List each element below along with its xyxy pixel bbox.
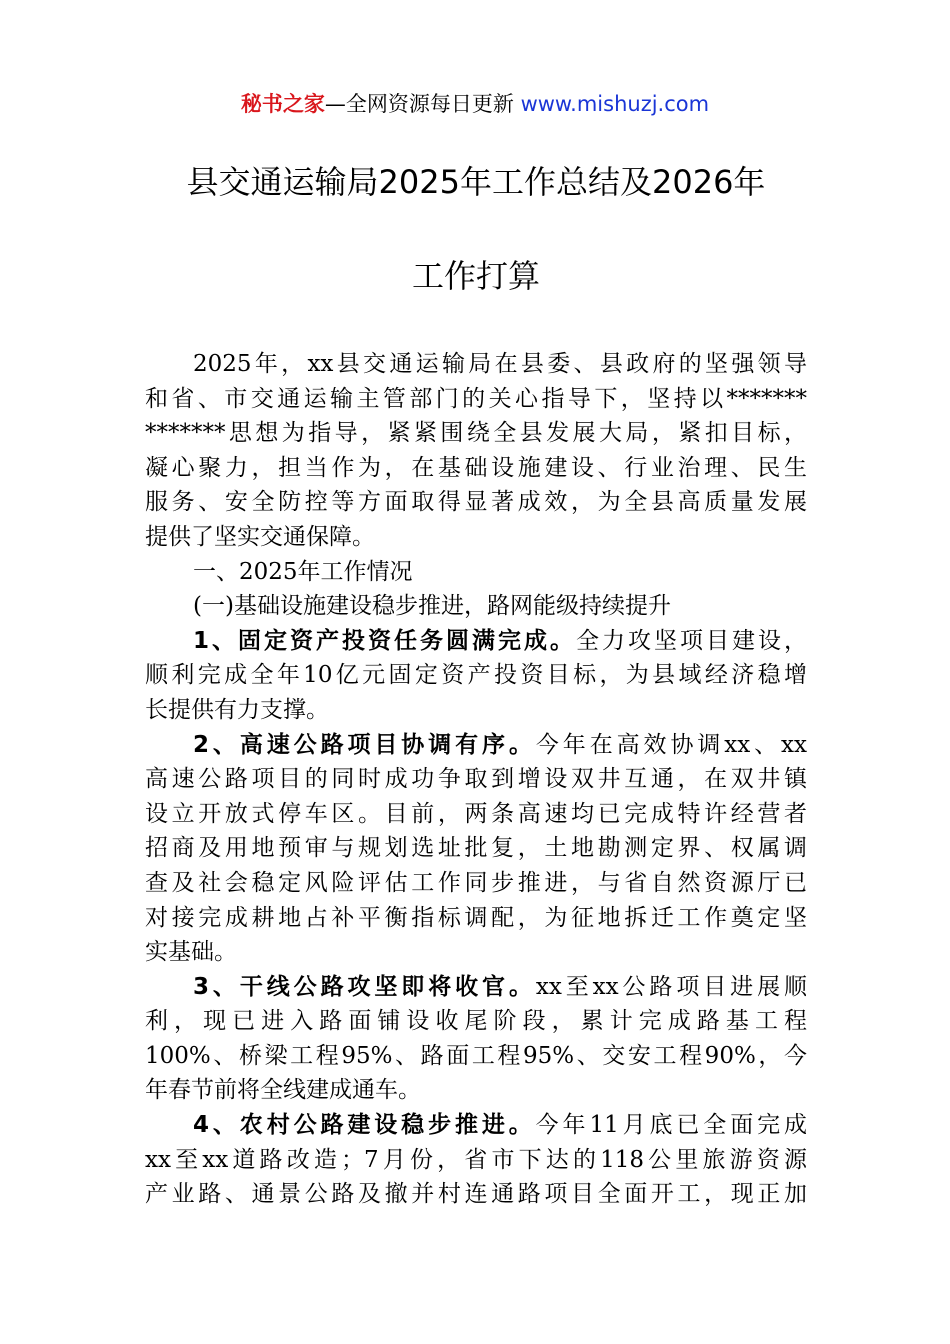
- item-2-text-start: 今年在高效协调xx、xx: [535, 731, 807, 758]
- site-brand: 秘书之家: [240, 92, 325, 116]
- item-1-line-2: 顺利完成全年10亿元固定资产投资目标，为县域经济稳增: [145, 662, 807, 689]
- item-2-line-3: 设立开放式停车区。目前，两条高速均已完成特许经营者: [145, 800, 807, 827]
- item-4-line-3: 产业路、通景公路及撤并村连通路项目全面开工，现正加: [145, 1181, 807, 1208]
- item-4-line-1: [145, 1108, 807, 1143]
- document-body: [145, 347, 807, 1212]
- item-1-line-3: 长提供有力支撑。: [145, 696, 329, 723]
- item-2-line-6: 对接完成耕地占补平衡指标调配，为征地拆迁工作奠定坚: [145, 904, 807, 931]
- item-2-line-7: 实基础。: [145, 939, 237, 966]
- item-4-heading: 4、农村公路建设稳步推进。: [193, 1112, 536, 1139]
- item-3-text-start: xx至xx公路项目进展顺: [535, 973, 807, 1000]
- intro-line-2: 和省、市交通运输主管部门的关心指导下，坚持以*******: [145, 385, 807, 412]
- item-2-heading: 2、高速公路项目协调有序。: [193, 731, 536, 758]
- item-3-line-3: 100%、桥梁工程95%、路面工程95%、交安工程90%，今: [145, 1042, 807, 1069]
- item-3-line-4: 年春节前将全线建成通车。: [145, 1077, 421, 1104]
- item-3-line-2: 利，现已进入路面铺设收尾阶段，累计完成路基工程: [145, 1008, 807, 1035]
- item-4-line-2: xx至xx道路改造；7月份，省市下达的118公里旅游资源: [145, 1146, 807, 1173]
- site-tagline: —全网资源每日更新: [324, 92, 521, 116]
- subsection-heading-1: (一)基础设施建设稳步推进，路网能级持续提升: [193, 593, 671, 620]
- intro-line-3: *******思想为指导，紧紧围绕全县发展大局，紧扣目标，: [145, 420, 807, 447]
- site-header: [0, 88, 950, 120]
- intro-line-1: 2025年，xx县交通运输局在县委、县政府的坚强领导: [193, 351, 807, 377]
- item-2-line-5: 查及社会稳定风险评估工作同步推进，与省自然资源厅已: [145, 869, 807, 896]
- item-4-text-start: 今年11月底已全面完成: [535, 1112, 807, 1139]
- item-2-line-4: 招商及用地预审与规划选址批复，土地勘测定界、权属调: [145, 835, 807, 862]
- item-1-heading: 1、固定资产投资任务圆满完成。: [193, 627, 576, 654]
- item-2-line-1: [145, 728, 807, 763]
- intro-line-6: 提供了坚实交通保障。: [145, 523, 375, 550]
- intro-line-4: 凝心聚力，担当作为，在基础设施建设、行业治理、民生: [145, 454, 807, 481]
- item-3-line-1: [145, 970, 807, 1005]
- document-title-line-1: 县交通运输局2025年工作总结及2026年: [186, 163, 766, 201]
- site-url-link[interactable]: www.mishuzj.com: [520, 92, 710, 116]
- item-1-text-start: 全力攻坚项目建设，: [576, 627, 807, 654]
- item-1-line-1: [145, 624, 807, 659]
- document-title-line-2: 工作打算: [411, 257, 540, 295]
- intro-line-5: 服务、安全防控等方面取得显著成效，为全县高质量发展: [145, 489, 807, 516]
- item-2-line-2: 高速公路项目的同时成功争取到增设双井互通，在双井镇: [145, 766, 807, 793]
- section-heading-1: 一、2025年工作情况: [193, 558, 413, 585]
- item-3-heading: 3、干线公路攻坚即将收官。: [193, 973, 536, 1000]
